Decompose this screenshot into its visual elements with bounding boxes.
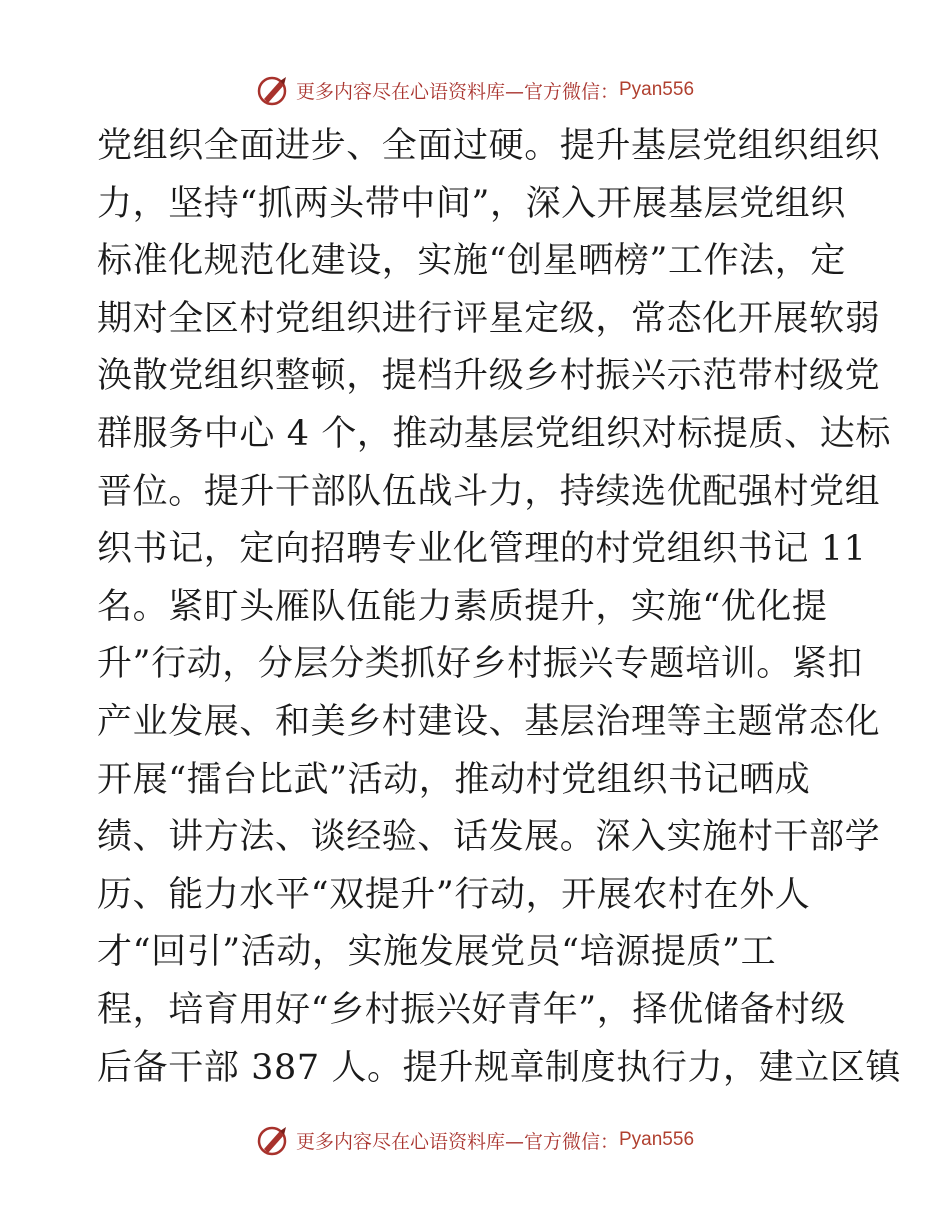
watermark-header: [0, 70, 950, 110]
text-line: 绩、讲方法、谈经验、话发展。深入实施村干部学: [97, 817, 881, 858]
text-line: 开展“擂台比武”活动，推动村党组织书记晒成: [97, 759, 811, 800]
text-line: 期对全区村党组织进行评星定级，常态化开展软弱: [97, 298, 881, 339]
text-line: 后备干部 387 人。提升规章制度执行力，建立区镇: [97, 1047, 902, 1088]
text-line: 程，培育用好“乡村振兴好青年”，择优储备村级: [97, 989, 846, 1030]
text-line: 晋位。提升干部队伍战斗力，持续选优配强村党组: [97, 471, 881, 512]
text-line: 标准化规范化建设，实施“创星晒榜”工作法，定: [97, 241, 846, 282]
wechat-id: Pyan556: [619, 1129, 695, 1150]
text-line: 历、能力水平“双提升”行动，开展农村在外人: [97, 874, 811, 915]
text-line: 涣散党组织整顿，提档升级乡村振兴示范带村级党: [97, 356, 881, 397]
wechat-id: Pyan556: [619, 79, 695, 100]
watermark-text: 更多内容尽在心语资料库—官方微信：: [295, 1130, 619, 1153]
text-line: 织书记，定向招聘专业化管理的村党组织书记 11: [97, 529, 867, 570]
text-line: 力，坚持“抓两头带中间”，深入开展基层党组织: [97, 183, 846, 224]
watermark-text: 更多内容尽在心语资料库—官方微信：: [295, 80, 619, 103]
text-line: 群服务中心 4 个，推动基层党组织对标提质、达标: [97, 413, 891, 454]
text-line: 产业发展、和美乡村建设、基层治理等主题常态化: [97, 701, 881, 742]
document-body: [97, 118, 902, 1097]
pen-logo-icon: [256, 73, 290, 107]
watermark-footer: [0, 1120, 950, 1160]
text-line: 名。紧盯头雁队伍能力素质提升，实施“优化提: [97, 586, 828, 627]
pen-logo-icon: [256, 1123, 290, 1157]
text-line: 升”行动，分层分类抓好乡村振兴专题培训。紧扣: [97, 644, 864, 685]
text-line: 才“回引”活动，实施发展党员“培源提质”工: [97, 932, 777, 973]
text-line: 党组织全面进步、全面过硬。提升基层党组织组织: [97, 126, 881, 166]
